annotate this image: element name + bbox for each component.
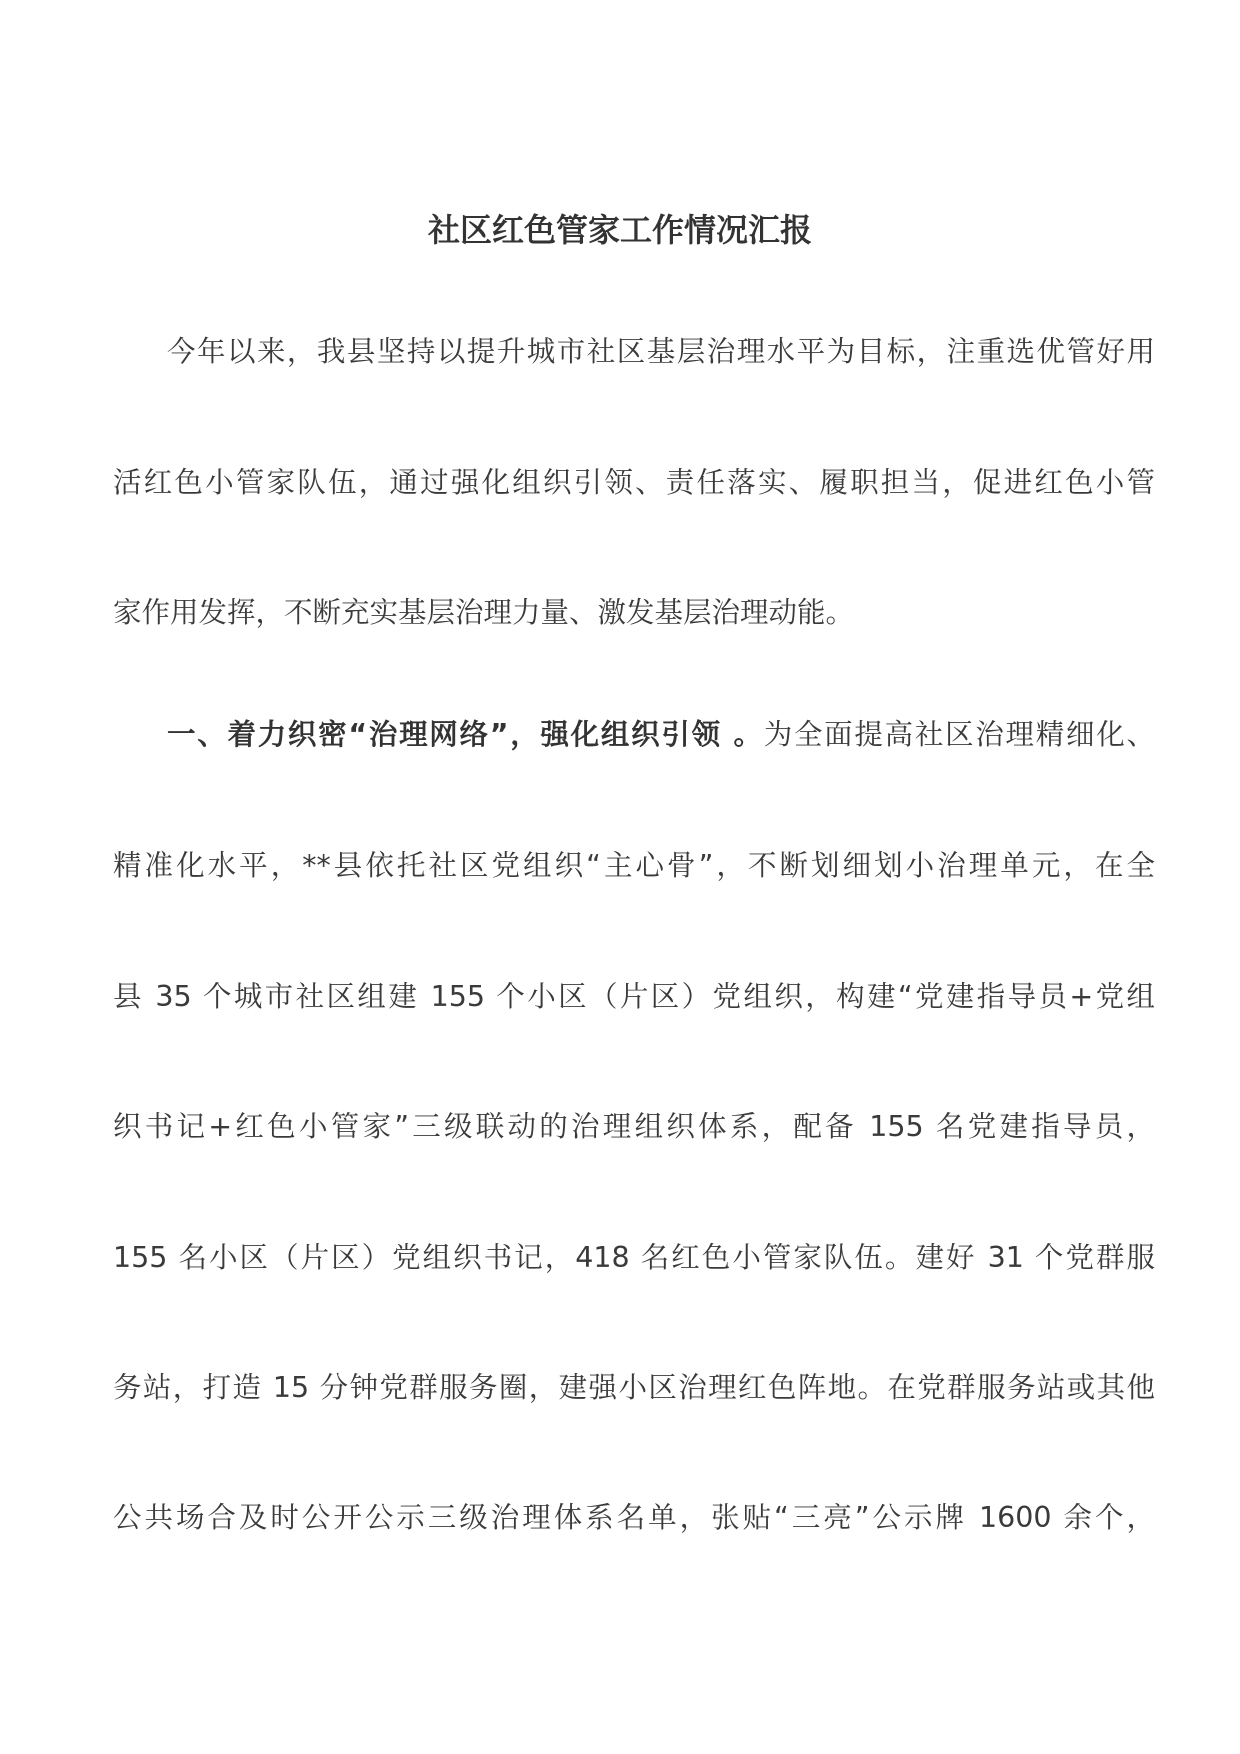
paragraph-line: 家作用发挥，不断充实基层治理力量、激发基层治理动能。 (113, 596, 855, 629)
paragraph-line: 精准化水平，**县依托社区党组织“主心骨”，不断划细划小治理单元，在全 (113, 849, 1155, 882)
paragraph-line: 今年以来，我县坚持以提升城市社区基层治理水平为目标，注重选优管好用 (167, 335, 1155, 368)
section-heading-line (113, 715, 1155, 755)
document-title: 社区红色管家工作情况汇报 (427, 211, 812, 249)
paragraph-line: 公共场合及时公开公示三级治理体系名单，张贴“三亮”公示牌 1600 余个， (113, 1501, 1155, 1534)
paragraph-line: 务站，打造 15 分钟党群服务圈，建强小区治理红色阵地。在党群服务站或其他 (113, 1371, 1155, 1404)
paragraph-line: 织书记+红色小管家”三级联动的治理组织体系，配备 155 名党建指导员， (113, 1110, 1155, 1143)
paragraph-line: 155 名小区（片区）党组织书记，418 名红色小管家队伍。建好 31 个党群服 (113, 1241, 1155, 1274)
paragraph-text: 为全面提高社区治理精细化、 (763, 718, 1155, 751)
section-heading: 一、着力织密“治理网络”，强化组织引领 。 (167, 718, 764, 751)
paragraph-line: 县 35 个城市社区组建 155 个小区（片区）党组织，构建“党建指导员+党组 (113, 980, 1155, 1013)
paragraph-line: 活红色小管家队伍，通过强化组织引领、责任落实、履职担当，促进红色小管 (113, 466, 1155, 499)
